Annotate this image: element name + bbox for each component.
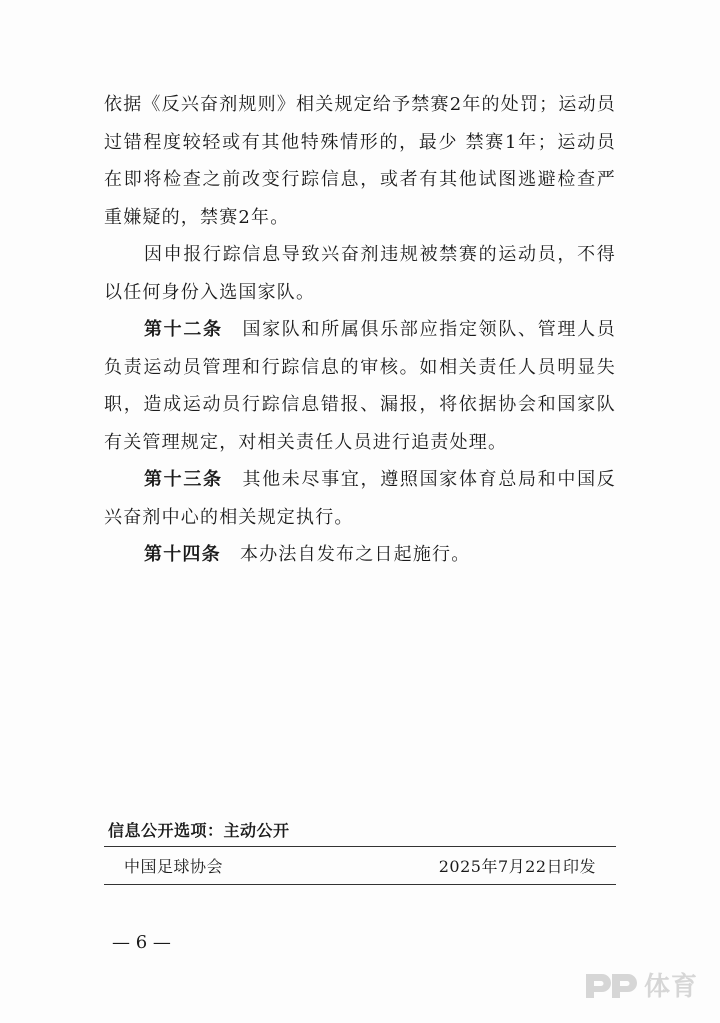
- article-14: [104, 536, 616, 574]
- article-12-heading: 第十二条: [144, 319, 223, 340]
- paragraph-national-team-ban: 因申报行踪信息导致兴奋剂违规被禁赛的运动员，不得以任何身份入选国家队。: [104, 244, 616, 303]
- article-13: [104, 461, 616, 536]
- issuer-name: 中国足球协会: [124, 857, 224, 876]
- article-13-heading: 第十三条: [144, 469, 223, 490]
- paragraph-penalty: 依据《反兴奋剂规则》相关规定给予禁赛2年的处罚；运动员过错程度较轻或有其他特殊情形的，最少 禁赛1年；运动员在即将检查之前改变行踪信息，或者有其他试图逃避检查严重嫌疑的，禁赛2年。: [104, 94, 616, 228]
- page-number: — 6 —: [112, 932, 171, 953]
- disclosure-option: 信息公开选项：主动公开: [108, 821, 290, 840]
- article-14-text: 本办法自发布之日起施行。: [240, 544, 471, 565]
- watermark: [584, 966, 698, 1003]
- article-14-heading: 第十四条: [144, 544, 221, 565]
- footer-bottom-rule: [104, 884, 616, 885]
- article-12-text: 国家队和所属俱乐部应指定领队、管理人员负责运动员管理和行踪信息的审核。如相关责任人员明显失职，造成运动员行踪信息错报、漏报，将依据协会和国家队有关管理规定，对相关责任人员进行追责处理。: [104, 319, 616, 453]
- watermark-text: 体育: [643, 972, 698, 1002]
- issue-date: 2025年7月22日印发: [438, 857, 596, 876]
- document-body: [104, 86, 616, 574]
- article-12: [104, 311, 616, 461]
- pp-logo-icon: [584, 970, 640, 1000]
- article-13-text: 其他未尽事宜，遵照国家体育总局和中国反兴奋剂中心的相关规定执行。: [104, 469, 616, 528]
- footer-top-rule: [104, 846, 616, 847]
